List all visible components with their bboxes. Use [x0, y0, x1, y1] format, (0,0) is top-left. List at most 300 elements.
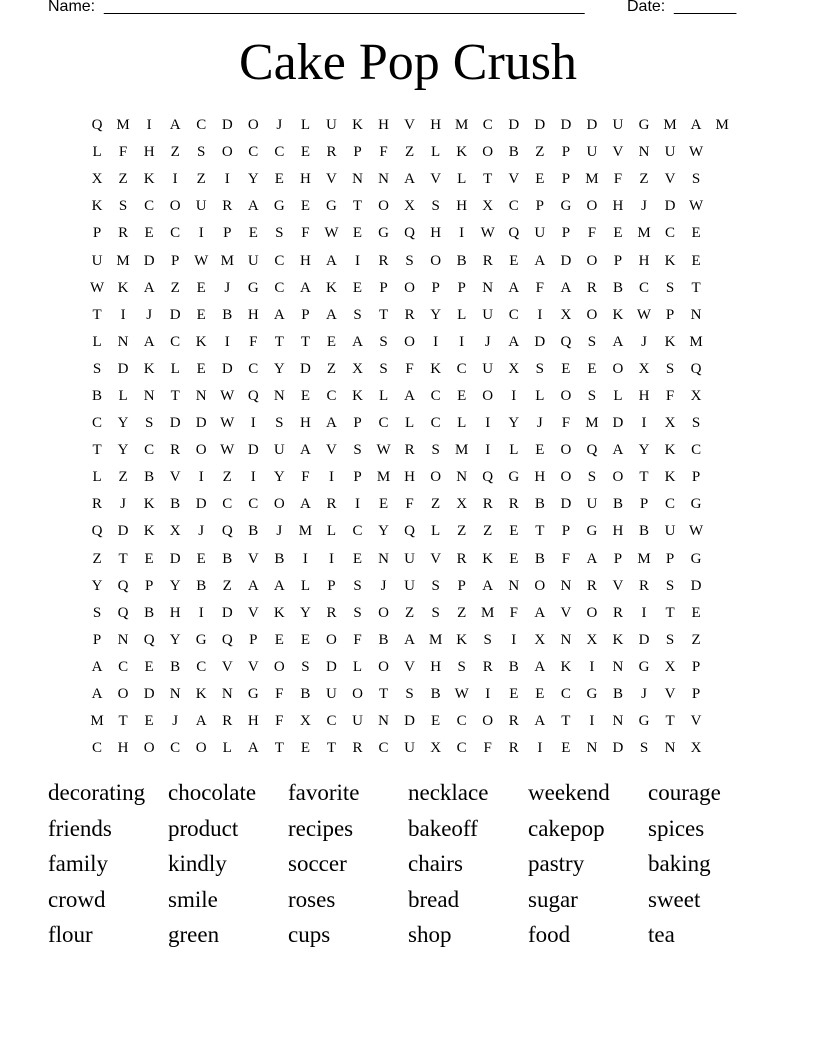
grid-letter[interactable]: Z [691, 631, 701, 648]
grid-letter[interactable]: T [326, 740, 337, 757]
grid-letter[interactable]: L [118, 387, 128, 404]
grid-letter[interactable]: O [378, 604, 389, 621]
grid-letter[interactable]: X [638, 360, 650, 377]
grid-letter[interactable]: F [301, 225, 310, 242]
grid-letter[interactable]: J [641, 686, 647, 703]
grid-letter[interactable]: A [560, 279, 572, 296]
grid-letter[interactable]: P [691, 469, 701, 486]
grid-letter[interactable]: H [169, 604, 181, 621]
grid-letter[interactable]: X [664, 658, 676, 675]
grid-letter[interactable]: E [196, 360, 206, 377]
grid-letter[interactable]: C [665, 496, 676, 513]
grid-letter[interactable]: E [144, 658, 154, 675]
grid-letter[interactable]: N [508, 577, 520, 594]
grid-letter[interactable]: N [560, 631, 572, 648]
grid-letter[interactable]: J [146, 306, 153, 323]
grid-letter[interactable]: K [195, 333, 207, 350]
grid-letter[interactable]: E [144, 550, 154, 567]
grid-letter[interactable]: T [170, 387, 180, 404]
grid-letter[interactable]: I [589, 713, 595, 730]
grid-letter[interactable]: I [354, 252, 360, 269]
grid-letter[interactable]: O [586, 198, 598, 215]
grid-letter[interactable]: P [639, 496, 649, 513]
grid-letter[interactable]: I [485, 686, 491, 703]
grid-letter[interactable]: O [143, 740, 155, 757]
grid-letter[interactable]: E [431, 713, 441, 730]
grid-letter[interactable]: G [508, 469, 520, 486]
grid-letter[interactable]: N [586, 740, 598, 757]
grid-letter[interactable]: A [169, 117, 181, 134]
grid-letter[interactable]: C [378, 415, 389, 432]
grid-letter[interactable]: S [379, 333, 388, 350]
grid-letter[interactable]: K [273, 604, 285, 621]
grid-letter[interactable]: S [457, 658, 466, 675]
grid-letter[interactable]: S [535, 360, 544, 377]
grid-letter[interactable]: I [302, 550, 308, 567]
grid-letter[interactable]: V [247, 604, 259, 621]
grid-letter[interactable]: X [690, 387, 702, 404]
grid-letter[interactable]: U [482, 360, 494, 377]
grid-letter[interactable]: I [198, 604, 204, 621]
grid-letter[interactable]: E [144, 713, 154, 730]
grid-letter[interactable]: C [248, 360, 259, 377]
grid-letter[interactable]: S [275, 225, 284, 242]
grid-letter[interactable]: P [379, 279, 388, 296]
grid-letter[interactable]: E [300, 387, 310, 404]
grid-letter[interactable]: A [273, 577, 285, 594]
grid-letter[interactable]: C [92, 415, 103, 432]
grid-letter[interactable]: A [690, 117, 702, 134]
grid-letter[interactable]: P [457, 279, 466, 296]
grid-letter[interactable]: G [638, 713, 650, 730]
grid-letter[interactable]: S [431, 198, 440, 215]
grid-letter[interactable]: R [222, 713, 233, 730]
grid-letter[interactable]: K [143, 496, 155, 513]
grid-letter[interactable]: A [91, 658, 103, 675]
grid-letter[interactable]: L [509, 442, 519, 459]
grid-letter[interactable]: W [89, 279, 105, 296]
grid-letter[interactable]: E [196, 279, 206, 296]
grid-letter[interactable]: E [509, 523, 519, 540]
grid-letter[interactable]: K [560, 658, 572, 675]
grid-letter[interactable]: D [560, 117, 572, 134]
grid-letter[interactable]: D [638, 631, 650, 648]
grid-letter[interactable]: B [222, 550, 233, 567]
grid-letter[interactable]: S [405, 686, 414, 703]
grid-letter[interactable]: K [117, 279, 129, 296]
grid-letter[interactable]: P [561, 523, 571, 540]
grid-letter[interactable]: Y [169, 631, 181, 648]
grid-letter[interactable]: L [535, 387, 545, 404]
grid-letter[interactable]: M [637, 550, 651, 567]
grid-letter[interactable]: C [196, 117, 207, 134]
grid-letter[interactable]: V [664, 171, 676, 188]
grid-letter[interactable]: N [378, 550, 389, 567]
grid-letter[interactable]: S [379, 360, 388, 377]
grid-letter[interactable]: H [247, 306, 259, 323]
grid-letter[interactable]: T [378, 686, 389, 703]
grid-letter[interactable]: I [459, 333, 465, 350]
grid-letter[interactable]: H [299, 415, 311, 432]
grid-letter[interactable]: F [118, 144, 128, 161]
grid-letter[interactable]: O [221, 144, 233, 161]
grid-letter[interactable]: K [612, 631, 624, 648]
grid-letter[interactable]: O [117, 686, 129, 703]
grid-letter[interactable]: M [715, 117, 729, 134]
grid-letter[interactable]: T [118, 713, 128, 730]
grid-letter[interactable]: O [560, 469, 572, 486]
grid-letter[interactable]: E [378, 496, 389, 513]
grid-letter[interactable]: H [378, 117, 389, 134]
grid-letter[interactable]: O [586, 306, 598, 323]
grid-letter[interactable]: F [379, 144, 388, 161]
grid-letter[interactable]: P [223, 225, 232, 242]
grid-letter[interactable]: H [638, 387, 650, 404]
grid-letter[interactable]: O [612, 469, 624, 486]
grid-letter[interactable]: X [456, 496, 468, 513]
grid-letter[interactable]: H [143, 144, 155, 161]
grid-letter[interactable]: D [612, 740, 624, 757]
grid-letter[interactable]: U [664, 523, 676, 540]
grid-letter[interactable]: E [561, 740, 571, 757]
grid-letter[interactable]: Z [170, 144, 180, 161]
grid-letter[interactable]: H [612, 523, 624, 540]
grid-letter[interactable]: A [299, 279, 311, 296]
grid-letter[interactable]: D [143, 686, 155, 703]
grid-letter[interactable]: B [274, 550, 285, 567]
grid-letter[interactable]: V [247, 550, 259, 567]
grid-letter[interactable]: E [248, 225, 258, 242]
grid-letter[interactable]: P [92, 225, 102, 242]
grid-letter[interactable]: V [664, 686, 676, 703]
grid-letter[interactable]: J [641, 333, 647, 350]
grid-letter[interactable]: A [482, 577, 494, 594]
grid-letter[interactable]: E [691, 252, 701, 269]
grid-letter[interactable]: I [641, 604, 647, 621]
grid-letter[interactable]: B [508, 658, 519, 675]
grid-letter[interactable]: N [352, 171, 363, 188]
grid-letter[interactable]: S [665, 279, 675, 296]
grid-letter[interactable]: Q [690, 360, 702, 377]
grid-letter[interactable]: Q [117, 604, 129, 621]
grid-letter[interactable]: J [536, 415, 543, 432]
grid-letter[interactable]: I [250, 469, 256, 486]
grid-letter[interactable]: C [144, 442, 155, 459]
grid-letter[interactable]: B [248, 523, 259, 540]
grid-letter[interactable]: C [274, 279, 285, 296]
grid-letter[interactable]: E [144, 225, 154, 242]
grid-letter[interactable]: P [457, 577, 466, 594]
grid-letter[interactable]: C [326, 387, 337, 404]
grid-letter[interactable]: T [92, 442, 102, 459]
grid-letter[interactable]: X [534, 631, 546, 648]
grid-letter[interactable]: P [691, 658, 701, 675]
grid-letter[interactable]: F [665, 387, 675, 404]
grid-letter[interactable]: V [326, 442, 337, 459]
date-blank-line[interactable]: _______ [674, 0, 737, 15]
grid-letter[interactable]: Q [143, 631, 155, 648]
grid-letter[interactable]: D [560, 496, 572, 513]
grid-letter[interactable]: V [430, 550, 442, 567]
grid-letter[interactable]: H [638, 252, 650, 269]
grid-letter[interactable]: Z [535, 144, 545, 161]
grid-letter[interactable]: S [665, 631, 675, 648]
grid-letter[interactable]: G [195, 631, 207, 648]
grid-letter[interactable]: O [169, 198, 181, 215]
grid-letter[interactable]: P [144, 577, 154, 594]
grid-letter[interactable]: A [326, 415, 337, 432]
grid-letter[interactable]: Z [326, 360, 337, 377]
grid-letter[interactable]: P [170, 252, 180, 269]
grid-letter[interactable]: U [273, 442, 285, 459]
grid-letter[interactable]: S [587, 469, 597, 486]
grid-letter[interactable]: V [560, 604, 572, 621]
grid-letter[interactable]: E [196, 550, 206, 567]
grid-letter[interactable]: Q [482, 469, 494, 486]
grid-letter[interactable]: M [428, 631, 443, 648]
grid-letter[interactable]: R [508, 713, 519, 730]
grid-letter[interactable]: N [273, 387, 285, 404]
grid-letter[interactable]: S [691, 415, 701, 432]
grid-letter[interactable]: L [457, 415, 467, 432]
grid-letter[interactable]: U [586, 144, 598, 161]
grid-letter[interactable]: M [637, 225, 651, 242]
grid-letter[interactable]: Y [117, 442, 129, 459]
grid-letter[interactable]: P [561, 171, 571, 188]
grid-letter[interactable]: A [612, 442, 624, 459]
grid-letter[interactable]: S [431, 442, 440, 459]
grid-letter[interactable]: Z [170, 279, 180, 296]
grid-letter[interactable]: A [534, 604, 546, 621]
grid-letter[interactable]: R [378, 252, 389, 269]
grid-letter[interactable]: L [378, 387, 389, 404]
grid-letter[interactable]: I [172, 171, 178, 188]
grid-letter[interactable]: W [376, 442, 391, 459]
grid-letter[interactable]: R [586, 279, 597, 296]
grid-letter[interactable]: B [534, 496, 545, 513]
grid-letter[interactable]: D [169, 415, 181, 432]
grid-letter[interactable]: G [247, 686, 259, 703]
grid-letter[interactable]: S [118, 198, 128, 215]
grid-letter[interactable]: C [508, 198, 519, 215]
grid-letter[interactable]: V [221, 658, 233, 675]
grid-letter[interactable]: O [247, 117, 259, 134]
grid-letter[interactable]: J [172, 713, 179, 730]
grid-letter[interactable]: C [456, 360, 467, 377]
grid-letter[interactable]: T [665, 713, 675, 730]
grid-letter[interactable]: A [326, 252, 337, 269]
grid-letter[interactable]: O [378, 198, 389, 215]
grid-letter[interactable]: G [326, 198, 337, 215]
grid-letter[interactable]: G [247, 279, 259, 296]
grid-letter[interactable]: B [144, 604, 155, 621]
grid-letter[interactable]: H [430, 225, 442, 242]
grid-letter[interactable]: B [300, 686, 311, 703]
grid-letter[interactable]: H [612, 198, 624, 215]
grid-letter[interactable]: N [612, 658, 624, 675]
grid-letter[interactable]: B [378, 631, 389, 648]
grid-letter[interactable]: M [689, 333, 703, 350]
grid-letter[interactable]: A [299, 442, 311, 459]
grid-letter[interactable]: T [639, 469, 649, 486]
grid-letter[interactable]: J [276, 523, 283, 540]
grid-letter[interactable]: W [689, 523, 704, 540]
grid-letter[interactable]: L [405, 415, 415, 432]
grid-letter[interactable]: E [196, 306, 206, 323]
grid-letter[interactable]: G [690, 550, 702, 567]
grid-letter[interactable]: O [534, 577, 546, 594]
grid-letter[interactable]: W [324, 225, 339, 242]
grid-letter[interactable]: U [404, 550, 415, 567]
grid-letter[interactable]: S [92, 360, 102, 377]
grid-letter[interactable]: F [405, 496, 414, 513]
grid-letter[interactable]: R [326, 496, 337, 513]
grid-letter[interactable]: B [92, 387, 103, 404]
grid-letter[interactable]: O [404, 333, 415, 350]
grid-letter[interactable]: O [273, 658, 285, 675]
grid-letter[interactable]: E [300, 631, 310, 648]
grid-letter[interactable]: U [326, 686, 337, 703]
grid-letter[interactable]: G [638, 117, 650, 134]
grid-letter[interactable]: S [275, 415, 284, 432]
grid-letter[interactable]: Z [222, 577, 232, 594]
name-blank-line[interactable]: ______________________________________________________ [104, 0, 585, 15]
grid-letter[interactable]: V [612, 144, 624, 161]
grid-letter[interactable]: M [663, 117, 677, 134]
grid-letter[interactable]: L [300, 577, 310, 594]
grid-letter[interactable]: S [405, 252, 414, 269]
grid-letter[interactable]: X [586, 631, 598, 648]
grid-letter[interactable]: D [534, 117, 546, 134]
grid-letter[interactable]: I [641, 415, 647, 432]
grid-letter[interactable]: P [431, 279, 440, 296]
grid-letter[interactable]: O [430, 469, 442, 486]
grid-letter[interactable]: L [457, 306, 467, 323]
grid-letter[interactable]: G [378, 225, 389, 242]
grid-letter[interactable]: M [298, 523, 313, 540]
grid-letter[interactable]: Q [91, 117, 103, 134]
grid-letter[interactable]: A [143, 279, 155, 296]
grid-letter[interactable]: C [430, 387, 441, 404]
grid-letter[interactable]: Z [483, 523, 493, 540]
grid-letter[interactable]: D [664, 198, 676, 215]
grid-letter[interactable]: B [196, 577, 207, 594]
grid-letter[interactable]: L [326, 523, 337, 540]
grid-letter[interactable]: K [91, 198, 103, 215]
grid-letter[interactable]: E [509, 686, 519, 703]
grid-letter[interactable]: K [664, 469, 676, 486]
grid-letter[interactable]: U [482, 306, 494, 323]
grid-letter[interactable]: S [301, 658, 310, 675]
grid-letter[interactable]: F [483, 740, 492, 757]
grid-letter[interactable]: X [404, 198, 415, 215]
grid-letter[interactable]: I [198, 469, 204, 486]
grid-letter[interactable]: S [197, 144, 206, 161]
grid-letter[interactable]: R [482, 252, 493, 269]
grid-letter[interactable]: R [222, 198, 233, 215]
grid-letter[interactable]: O [560, 442, 572, 459]
grid-letter[interactable]: C [508, 306, 519, 323]
grid-letter[interactable]: Z [196, 171, 206, 188]
grid-letter[interactable]: N [117, 631, 129, 648]
grid-letter[interactable]: P [92, 631, 102, 648]
grid-letter[interactable]: O [352, 686, 363, 703]
grid-letter[interactable]: X [560, 306, 572, 323]
grid-letter[interactable]: N [378, 713, 389, 730]
grid-letter[interactable]: B [612, 496, 623, 513]
grid-letter[interactable]: F [301, 469, 310, 486]
grid-letter[interactable]: C [326, 713, 337, 730]
grid-letter[interactable]: V [690, 713, 702, 730]
grid-letter[interactable]: A [352, 333, 363, 350]
grid-letter[interactable]: L [613, 387, 623, 404]
grid-letter[interactable]: R [326, 144, 337, 161]
grid-letter[interactable]: T [378, 306, 389, 323]
grid-letter[interactable]: F [353, 631, 362, 648]
grid-letter[interactable]: S [353, 442, 362, 459]
grid-letter[interactable]: Z [457, 523, 467, 540]
grid-letter[interactable]: I [589, 658, 595, 675]
grid-letter[interactable]: A [534, 713, 546, 730]
grid-letter[interactable]: C [248, 496, 259, 513]
grid-letter[interactable]: P [353, 469, 362, 486]
grid-letter[interactable]: O [430, 252, 442, 269]
grid-letter[interactable]: E [613, 225, 623, 242]
grid-letter[interactable]: C [691, 442, 702, 459]
grid-letter[interactable]: F [405, 360, 414, 377]
grid-letter[interactable]: I [328, 550, 334, 567]
grid-letter[interactable]: F [509, 604, 518, 621]
grid-letter[interactable]: Z [457, 604, 467, 621]
grid-letter[interactable]: W [194, 252, 209, 269]
grid-letter[interactable]: M [455, 442, 469, 459]
grid-letter[interactable]: C [456, 740, 467, 757]
grid-letter[interactable]: P [353, 415, 362, 432]
grid-letter[interactable]: E [561, 360, 571, 377]
grid-letter[interactable]: K [195, 686, 207, 703]
grid-letter[interactable]: H [404, 469, 415, 486]
grid-letter[interactable]: X [482, 198, 494, 215]
grid-letter[interactable]: A [404, 387, 415, 404]
grid-letter[interactable]: B [430, 686, 441, 703]
grid-letter[interactable]: I [224, 333, 230, 350]
grid-letter[interactable]: T [274, 740, 284, 757]
grid-letter[interactable]: D [169, 550, 181, 567]
grid-letter[interactable]: E [535, 171, 545, 188]
grid-letter[interactable]: E [274, 631, 284, 648]
grid-letter[interactable]: R [456, 550, 467, 567]
grid-letter[interactable]: A [247, 740, 259, 757]
grid-letter[interactable]: R [482, 658, 493, 675]
grid-letter[interactable]: L [431, 144, 441, 161]
grid-letter[interactable]: Y [638, 442, 650, 459]
grid-letter[interactable]: K [456, 144, 468, 161]
grid-letter[interactable]: E [509, 550, 519, 567]
grid-letter[interactable]: W [454, 686, 469, 703]
grid-letter[interactable]: Z [118, 469, 128, 486]
grid-letter[interactable]: Y [91, 577, 103, 594]
grid-letter[interactable]: E [509, 252, 519, 269]
grid-letter[interactable]: F [249, 333, 258, 350]
grid-letter[interactable]: T [535, 523, 545, 540]
grid-letter[interactable]: X [664, 415, 676, 432]
grid-letter[interactable]: A [247, 577, 259, 594]
grid-letter[interactable]: K [664, 252, 676, 269]
grid-letter[interactable]: V [612, 577, 624, 594]
grid-letter[interactable]: S [587, 333, 597, 350]
grid-letter[interactable]: A [273, 306, 285, 323]
grid-letter[interactable]: O [586, 604, 598, 621]
